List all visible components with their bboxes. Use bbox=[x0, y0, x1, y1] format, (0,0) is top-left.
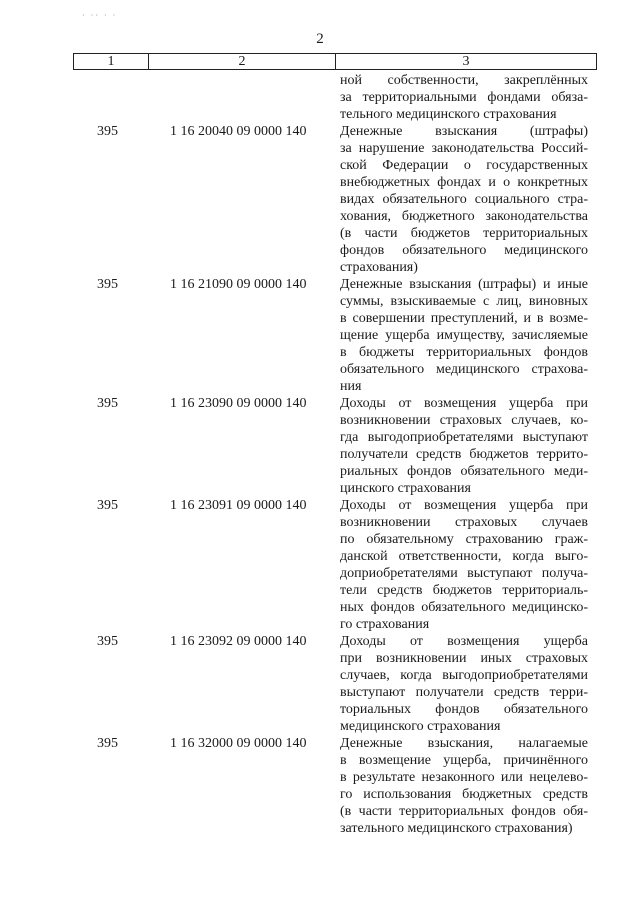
description-line: Доходы от возмещения ущерба при bbox=[340, 498, 588, 513]
table-row bbox=[0, 395, 640, 497]
admin-code: 395 bbox=[97, 634, 118, 649]
description-line: фондов обязательного медицинского bbox=[340, 243, 588, 258]
description-line: по обязательному страхованию граж- bbox=[340, 532, 588, 547]
column-header-3: 3 bbox=[462, 54, 470, 69]
table-row bbox=[0, 497, 640, 633]
row-description bbox=[340, 633, 588, 735]
description-line: ния bbox=[340, 379, 362, 394]
description-line: возникновении страховых случаев, ко- bbox=[340, 413, 588, 428]
description-line: доприобретателями выступают получа- bbox=[340, 566, 588, 581]
description-line: тельного медицинского страхования bbox=[340, 107, 557, 122]
description-line: внебюджетных фондах и о конкретных bbox=[340, 175, 588, 190]
description-line: щение ущерба имуществу, зачисляемые bbox=[340, 328, 588, 343]
description-line: ториальных фондов обязательного bbox=[340, 702, 588, 717]
description-line: гда выгодоприобретателями выступают bbox=[340, 430, 588, 445]
table-row-continuation bbox=[0, 72, 640, 123]
description-line: Доходы от возмещения ущерба bbox=[340, 634, 588, 649]
row-description bbox=[340, 123, 588, 276]
description-line: (в части территориальных фондов обя- bbox=[340, 804, 588, 819]
description-line: тели средств бюджетов территориаль- bbox=[340, 583, 588, 598]
description-line: цинского страхования bbox=[340, 481, 471, 496]
budget-classification-code: 1 16 23092 09 0000 140 bbox=[170, 634, 307, 649]
row-description bbox=[340, 497, 588, 633]
table-row bbox=[0, 123, 640, 276]
budget-classification-code: 1 16 23091 09 0000 140 bbox=[170, 498, 307, 513]
page-number: 2 bbox=[316, 31, 324, 47]
description-line: ской Федерации о государственных bbox=[340, 158, 588, 173]
description-line: медицинского страхования bbox=[340, 719, 501, 734]
description-line: ных фондов обязательного медицинско- bbox=[340, 600, 588, 615]
row-description bbox=[340, 735, 588, 837]
description-line: при возникновении иных страховых bbox=[340, 651, 588, 666]
budget-classification-code: 1 16 23090 09 0000 140 bbox=[170, 396, 307, 411]
row-description bbox=[340, 395, 588, 497]
scan-artifact: · ·· · · bbox=[82, 11, 118, 20]
column-header-2: 2 bbox=[149, 54, 336, 69]
table-row bbox=[0, 735, 640, 837]
table-body bbox=[0, 72, 640, 837]
description-line: Денежные взыскания (штрафы) bbox=[340, 124, 588, 139]
table-column-header bbox=[73, 53, 597, 70]
description-line: Денежные взыскания, налагаемые bbox=[340, 736, 588, 751]
description-line: го страхования bbox=[340, 617, 430, 632]
description-line: за территориальными фондами обяза- bbox=[340, 90, 588, 105]
description-line: выступают получатели средств терри- bbox=[340, 685, 588, 700]
description-line: ной собственности, закреплённых bbox=[340, 73, 588, 88]
description-line: получатели средств бюджетов террито- bbox=[340, 447, 588, 462]
row-description bbox=[340, 276, 588, 395]
admin-code: 395 bbox=[97, 498, 118, 513]
description-line: в результате незаконного или нецелево- bbox=[340, 770, 588, 785]
table-row bbox=[0, 276, 640, 395]
admin-code: 395 bbox=[97, 124, 118, 139]
admin-code: 395 bbox=[97, 736, 118, 751]
description-line: суммы, взыскиваемые с лиц, виновных bbox=[340, 294, 588, 309]
description-line: го использования бюджетных средств bbox=[340, 787, 588, 802]
description-line: риальных фондов обязательного меди- bbox=[340, 464, 588, 479]
budget-classification-code: 1 16 20040 09 0000 140 bbox=[170, 124, 307, 139]
description-line: случаев, когда выгодоприобретателями bbox=[340, 668, 588, 683]
admin-code: 395 bbox=[97, 277, 118, 292]
table-row bbox=[0, 633, 640, 735]
description-line: Денежные взыскания (штрафы) и иные bbox=[340, 277, 588, 292]
description-line: в совершении преступлений, и в возме- bbox=[340, 311, 588, 326]
description-line: в возмещение ущерба, причинённого bbox=[340, 753, 588, 768]
budget-classification-code: 1 16 21090 09 0000 140 bbox=[170, 277, 307, 292]
description-line: страхования) bbox=[340, 260, 418, 275]
row-description bbox=[340, 72, 588, 123]
description-line: Доходы от возмещения ущерба при bbox=[340, 396, 588, 411]
admin-code: 395 bbox=[97, 396, 118, 411]
description-line: обязательного медицинского страхова- bbox=[340, 362, 588, 377]
description-line: зательного медицинского страхования) bbox=[340, 821, 573, 836]
budget-classification-code: 1 16 32000 09 0000 140 bbox=[170, 736, 307, 751]
description-line: (в части бюджетов территориальных bbox=[340, 226, 588, 241]
column-header-1: 1 bbox=[74, 54, 149, 69]
description-line: хования, бюджетного законодательства bbox=[340, 209, 588, 224]
description-line: за нарушение законодательства Россий- bbox=[340, 141, 588, 156]
description-line: возникновении страховых случаев bbox=[340, 515, 588, 530]
description-line: данской ответственности, когда выго- bbox=[340, 549, 588, 564]
description-line: видах обязательного социального стра- bbox=[340, 192, 588, 207]
description-line: в бюджеты территориальных фондов bbox=[340, 345, 588, 360]
